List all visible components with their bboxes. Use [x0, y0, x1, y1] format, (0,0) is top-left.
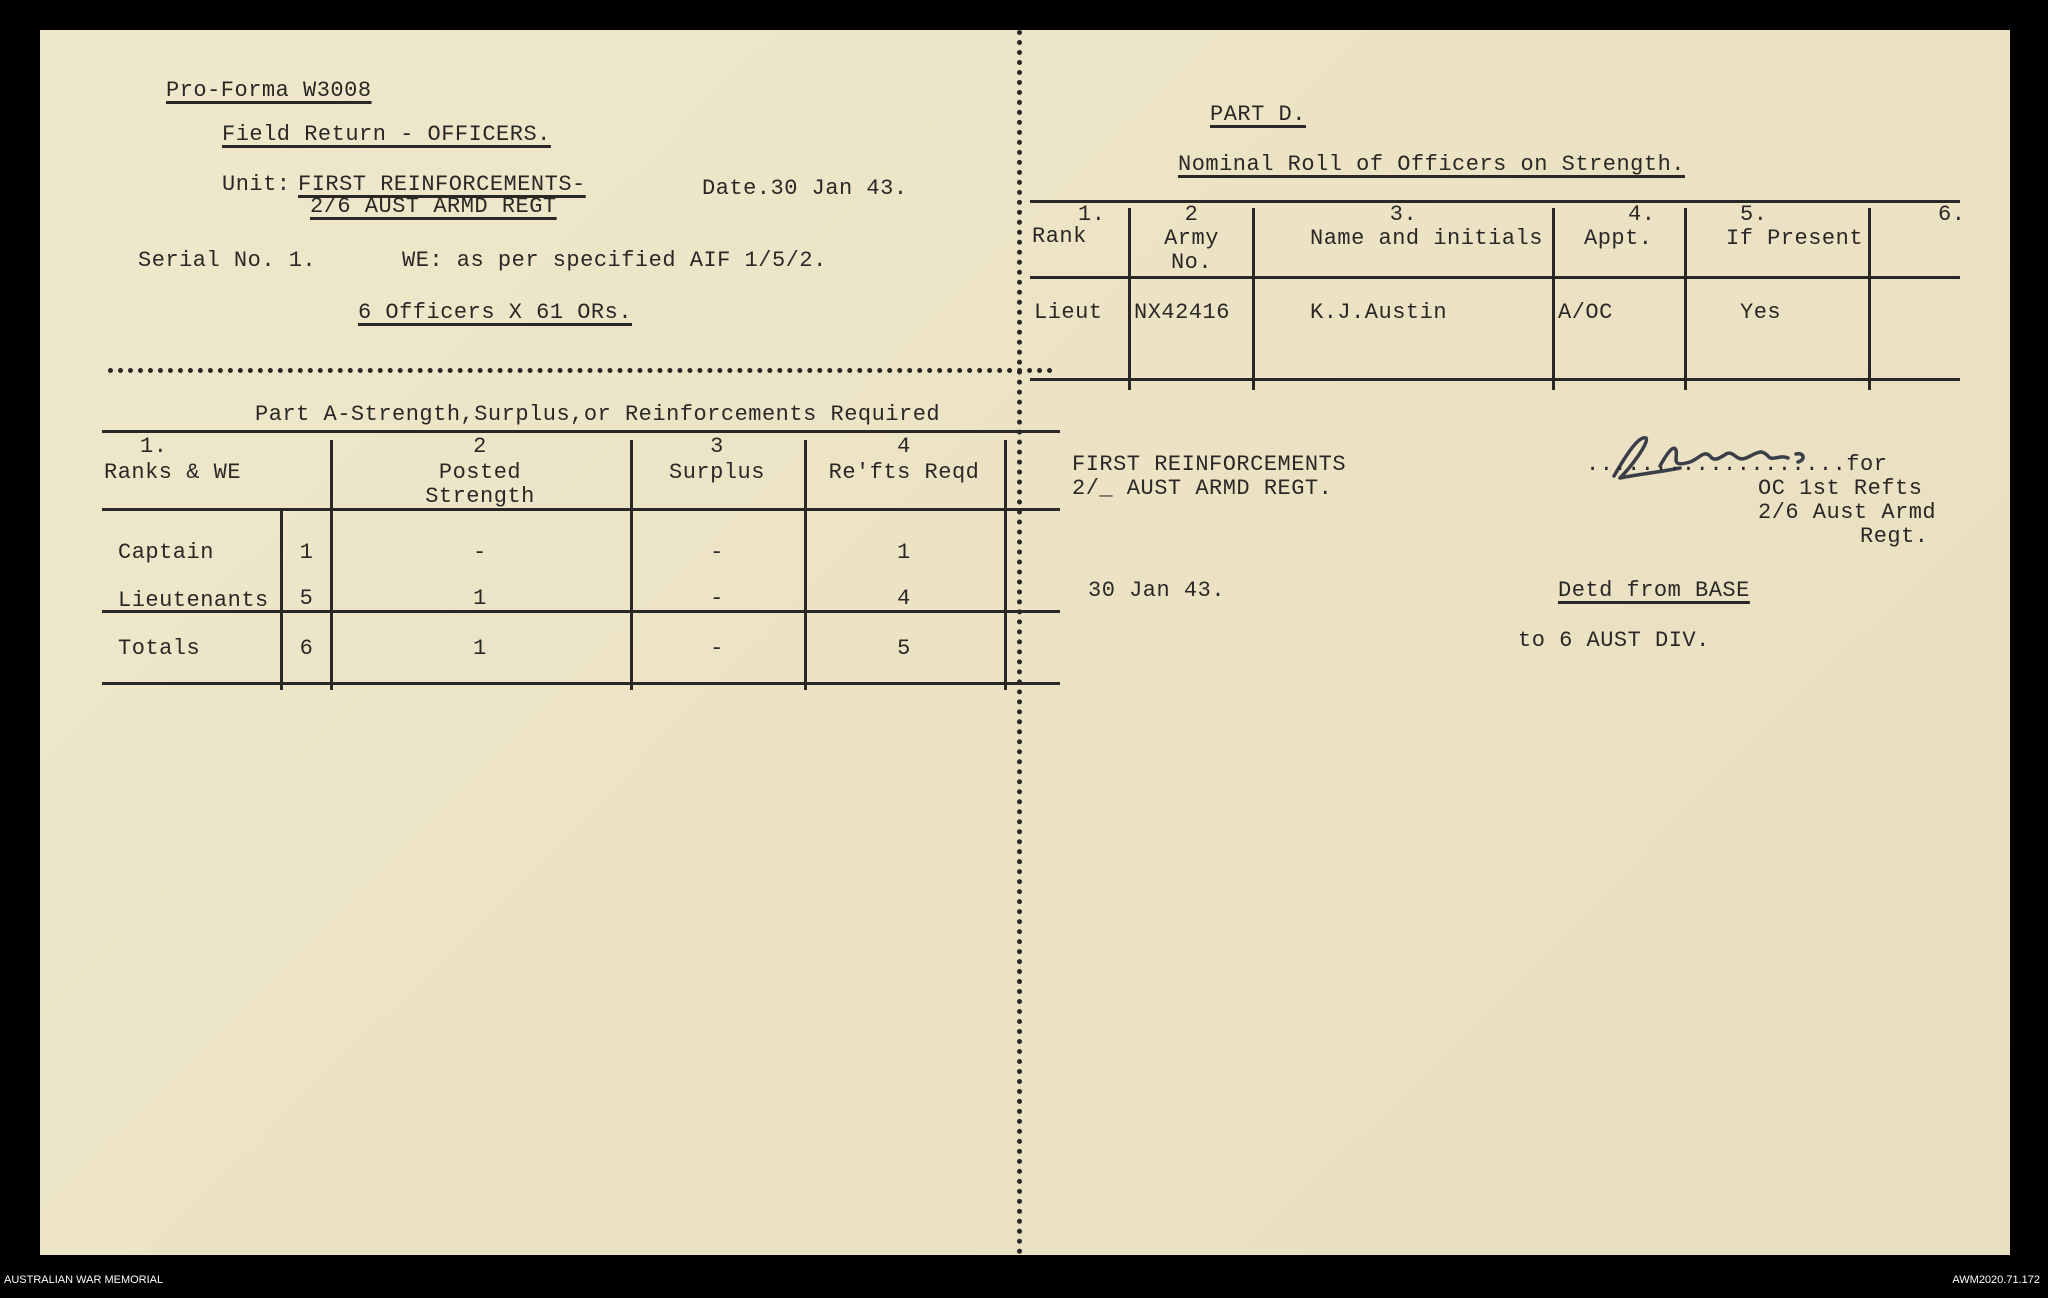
col-ranks-header: Ranks & WE [104, 460, 242, 485]
table-a-top-line [102, 430, 1060, 433]
row-lieutenants-surplus: - [710, 586, 724, 611]
table-d-col-divider-4 [1684, 208, 1687, 390]
roll-row-appt: A/OC [1558, 300, 1613, 325]
col-posted-number: 2 [473, 434, 487, 459]
row-lieutenants-rank: Lieutenants [118, 588, 269, 613]
oc-line-1: OC 1st Refts [1758, 476, 1923, 501]
row-totals-surplus: - [710, 636, 724, 661]
sign-date: 30 Jan 43. [1088, 578, 1226, 603]
part-d-title: PART D. [1210, 102, 1306, 127]
col-rank-number: 1. [1078, 202, 1106, 227]
col-surplus-number: 3 [710, 434, 724, 459]
table-a-col-divider-4 [1004, 440, 1007, 690]
col-ranks-number: 1. [140, 434, 168, 459]
roll-row-name: K.J.Austin [1310, 300, 1448, 325]
table-d-header-line [1030, 276, 1960, 279]
detached-to-division: to 6 AUST DIV. [1518, 628, 1710, 653]
row-lieutenants-posted: 1 [473, 586, 487, 611]
table-d-bottom-line [1030, 378, 1960, 381]
row-captain-reqd: 1 [897, 540, 911, 565]
row-captain-rank: Captain [118, 540, 214, 565]
row-totals-we: 6 [299, 636, 314, 661]
row-captain-surplus: - [710, 540, 724, 565]
war-establishment: WE: as per specified AIF 1/5/2. [402, 248, 827, 273]
col-armyno-header-1: Army [1164, 226, 1219, 251]
col-armyno-number: 2 [1184, 202, 1199, 227]
unit-line-2: 2/6 AUST ARMD REGT [310, 194, 557, 219]
col-appt-number: 4. [1628, 202, 1656, 227]
proforma-label: Pro-Forma W3008 [166, 78, 372, 103]
col-posted-header-1: Posted [438, 460, 522, 485]
col-refts-number: 4 [897, 434, 911, 459]
col-present-header: If Present [1726, 226, 1864, 251]
oc-line-3: Regt. [1860, 524, 1929, 549]
footer-accession-number: AWM2020.71.172 [1952, 1274, 2040, 1286]
serial-number: Serial No. 1. [138, 248, 317, 273]
col-appt-header: Appt. [1584, 226, 1653, 251]
col-posted-header-2: Strength [425, 484, 535, 509]
sign-unit-line-1: FIRST REINFORCEMENTS [1072, 452, 1347, 477]
table-a-bottom-line [102, 682, 1060, 685]
row-lieutenants-we: 5 [299, 586, 314, 611]
row-totals-rank: Totals [118, 636, 201, 661]
col-present-number: 5. [1740, 202, 1768, 227]
dotted-divider-left [108, 368, 1053, 373]
col-armyno-header-2: No. [1170, 250, 1213, 275]
return-title: Field Return - OFFICERS. [222, 122, 551, 147]
row-lieutenants-reqd: 4 [897, 586, 911, 611]
return-date: Date.30 Jan 43. [702, 176, 908, 201]
roll-row-present: Yes [1740, 300, 1782, 325]
nominal-roll-title: Nominal Roll of Officers on Strength. [1178, 152, 1685, 177]
table-d-col-divider-5 [1868, 208, 1871, 390]
row-totals-posted: 1 [473, 636, 487, 661]
dotted-center-divider [1017, 30, 1022, 1255]
col-refts-header: Re'fts Reqd [828, 460, 980, 485]
part-a-title: Part A-Strength,Surplus,or Reinforcements Required [255, 402, 941, 427]
row-totals-reqd: 5 [897, 636, 911, 661]
detached-from-base: Detd from BASE [1558, 578, 1750, 603]
col-name-header: Name and initials [1310, 226, 1543, 251]
col-6-number: 6. [1938, 202, 1966, 227]
oc-line-2: 2/6 Aust Armd [1758, 500, 1937, 525]
row-captain-posted: - [473, 540, 487, 565]
roll-row-rank: Lieut [1034, 300, 1103, 325]
sign-unit-line-2: 2/_ AUST ARMD REGT. [1072, 476, 1333, 501]
table-d-col-divider-3 [1552, 208, 1555, 390]
col-surplus-header: Surplus [669, 460, 765, 485]
archive-footer [0, 1262, 2048, 1298]
row-captain-we: 1 [299, 540, 314, 565]
roll-row-army-no: NX42416 [1134, 300, 1230, 325]
document-sheet [40, 30, 2010, 1255]
col-rank-header: Rank [1032, 224, 1087, 249]
unit-line-1: FIRST REINFORCEMENTS- [298, 172, 586, 197]
col-name-number: 3. [1389, 202, 1418, 227]
signature-dotted-line: ...................for [1586, 452, 1888, 477]
table-d-col-divider-2 [1252, 208, 1255, 390]
unit-label: Unit: [222, 172, 291, 197]
footer-institution: AUSTRALIAN WAR MEMORIAL [4, 1274, 164, 1286]
officers-count: 6 Officers X 61 ORs. [358, 300, 633, 325]
